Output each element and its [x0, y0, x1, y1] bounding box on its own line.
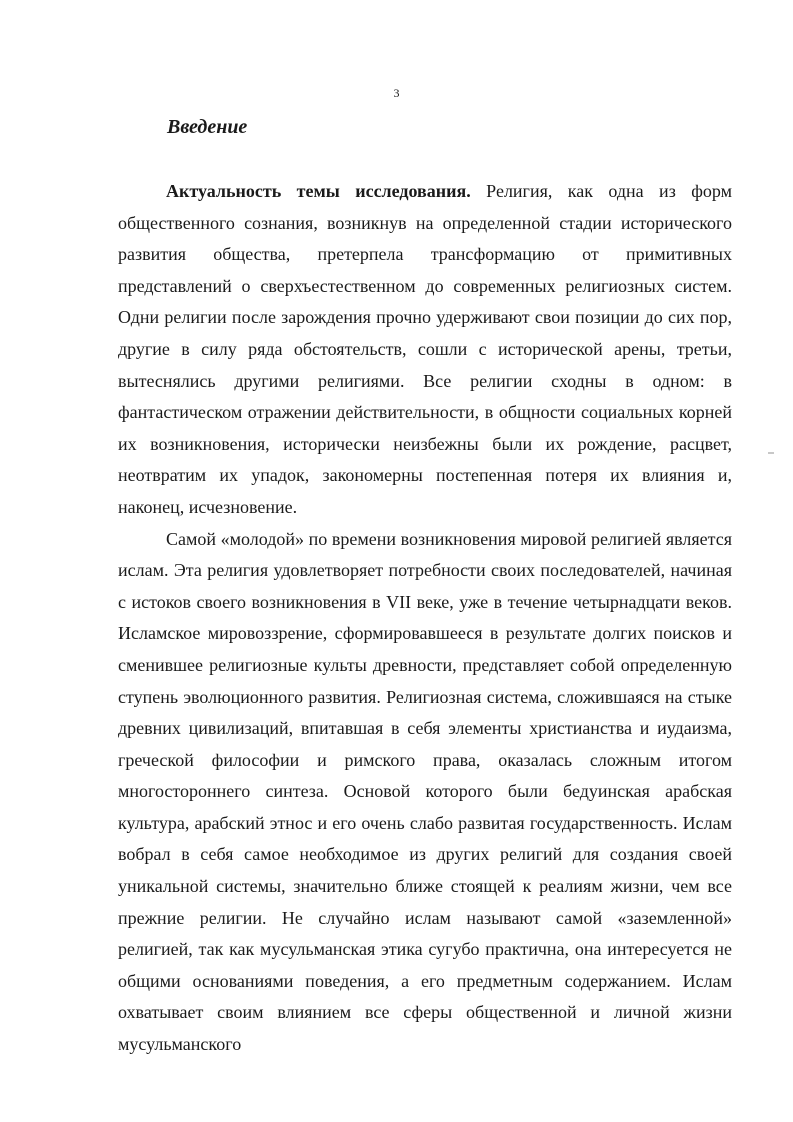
paragraph-text: Религия, как одна из форм общественного сознания, возникнув на определенной стадии исторического развития общества, претерпела трансформацию от примитивных представлений о сверхъестественном до современных религиозных систем. Одни религии после зарождения прочно удерживают свои позиции до сих пор, другие в силу ряда обстоятельств, сошли с исторической арены, третьи, вытеснялись другими религиями. Все религии сходны в одном: в фантастическом отражении действительности, в общности социальных корней их возникновения, исторически неизбежны были их рождение, расцвет, неотвратим их упадок, закономерны постепенная потеря их влияния и, наконец, исчезновение. [118, 181, 732, 517]
scan-artifact [768, 452, 774, 454]
section-heading: Введение [167, 116, 248, 138]
paragraph [118, 176, 732, 524]
body-text [118, 176, 732, 1061]
paragraph-lead: Актуальность темы исследования. [166, 181, 471, 201]
page-number: 3 [393, 86, 400, 100]
paragraph-text: Самой «молодой» по времени возникновения мировой религией является ислам. Эта религия удовлетворяет потребности своих последователей, начиная с истоков своего возникновения в VII веке, уже в течение четырнадцати веков. Исламское мировоззрение, сформировавшееся в результате долгих поисков и сменившее религиозные культы древности, представляет собой определенную ступень эволюционного развития. Религиозная система, сложившаяся на стыке древних цивилизаций, впитавшая в себя элементы христианства и иудаизма, греческой философии и римского права, оказалась сложным итогом многостороннего синтеза. Основой которого были бедуинская арабская культура, арабский этнос и его очень слабо развитая государственность. Ислам вобрал в себя самое необходимое из других религий для создания своей уникальной системы, значительно ближе стоящей к реалиям жизни, чем все прежние религии. Не случайно ислам называют самой «заземленной» религией, так как мусульманская этика сугубо практична, она интересуется не общими основаниями поведения, а его предметным содержанием. Ислам охватывает своим влиянием все сферы общественной и личной жизни мусульманского [118, 528, 732, 1055]
paragraph [118, 524, 732, 1061]
